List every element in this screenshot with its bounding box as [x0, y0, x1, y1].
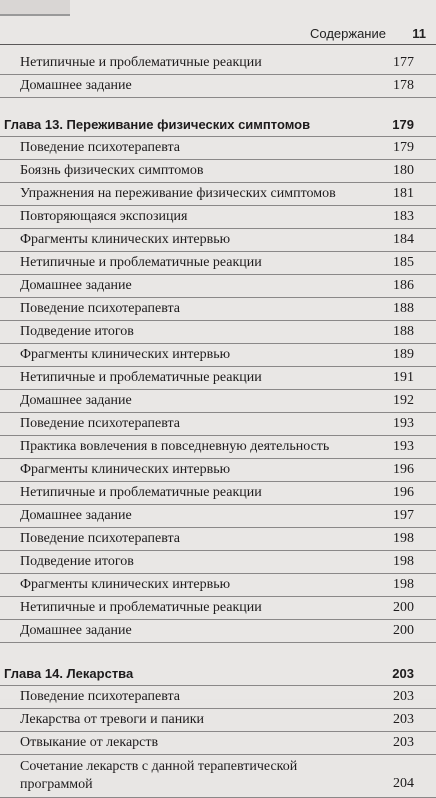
toc-entry: [0, 52, 436, 75]
toc-entry-label: Повторяющаяся экспозиция: [20, 209, 188, 224]
toc-entry-label: Практика вовлечения в повседневную деятельность: [20, 439, 330, 454]
toc-entry-page: 204: [393, 776, 414, 791]
running-header: [310, 26, 426, 44]
toc-entry-label: Поведение психотерапевта: [20, 689, 181, 704]
toc-entry: [0, 505, 436, 528]
toc-entry: [0, 620, 436, 643]
toc-entry: [0, 206, 436, 229]
toc-entry-label: Нетипичные и проблематичные реакции: [20, 485, 262, 500]
table-of-contents: [0, 52, 436, 798]
toc-entry-page: 198: [393, 554, 414, 569]
toc-entry-label: Домашнее задание: [20, 393, 132, 408]
toc-entry: [0, 574, 436, 597]
toc-entry: [0, 367, 436, 390]
toc-entry-label: Нетипичные и проблематичные реакции: [20, 370, 262, 385]
toc-chapter-heading: [0, 663, 436, 686]
toc-entry-label: Нетипичные и проблематичные реакции: [20, 600, 262, 615]
toc-entry-page: 179: [393, 140, 414, 155]
toc-entry-page: 198: [393, 531, 414, 546]
toc-entry-page: 196: [393, 485, 414, 500]
header-title: Содержание: [310, 26, 386, 41]
toc-entry-page: 203: [393, 735, 414, 750]
chapter-page: 203: [392, 666, 414, 681]
toc-entry-page: 200: [393, 600, 414, 615]
toc-entry-label: Отвыкание от лекарств: [20, 735, 159, 750]
toc-entry-page: 192: [393, 393, 414, 408]
toc-entry-label: Нетипичные и проблематичные реакции: [20, 255, 262, 270]
toc-entry: [0, 732, 436, 755]
toc-entry-page: 177: [393, 55, 414, 70]
toc-entry: [0, 597, 436, 620]
toc-entry-label: Домашнее задание: [20, 623, 132, 638]
toc-entry-page: 189: [393, 347, 414, 362]
toc-entry-page: 193: [393, 416, 414, 431]
header-rule: [0, 44, 436, 45]
toc-entry-page: 203: [393, 712, 414, 727]
toc-entry: [0, 482, 436, 505]
toc-entry-page: 203: [393, 689, 414, 704]
toc-entry-label: Фрагменты клинических интервью: [20, 232, 231, 247]
page-corner-tab: [0, 0, 70, 16]
toc-entry: [0, 436, 436, 459]
toc-entry: [0, 390, 436, 413]
toc-entry-page: 198: [393, 577, 414, 592]
toc-entry-label: Сочетание лекарств с данной терапевтической программой: [20, 759, 298, 792]
chapter-14-entries: [0, 686, 436, 798]
toc-entry: [0, 275, 436, 298]
toc-entry-page: 188: [393, 301, 414, 316]
toc-entry-label: Домашнее задание: [20, 508, 132, 523]
toc-chapter-heading: [0, 114, 436, 137]
toc-entry-page: 185: [393, 255, 414, 270]
toc-entry-label: Домашнее задание: [20, 78, 132, 93]
toc-entry-page: 200: [393, 623, 414, 638]
toc-entry: [0, 755, 436, 798]
toc-entry: [0, 413, 436, 436]
toc-entry-label: Подведение итогов: [20, 324, 134, 339]
toc-entry-label: Поведение психотерапевта: [20, 140, 181, 155]
toc-entry: [0, 321, 436, 344]
toc-entry-page: 196: [393, 462, 414, 477]
toc-entry-page: 181: [393, 186, 414, 201]
toc-entry: [0, 229, 436, 252]
toc-entry: [0, 252, 436, 275]
toc-entry-page: 184: [393, 232, 414, 247]
header-page-number: 11: [412, 26, 426, 41]
toc-entry-page: 183: [393, 209, 414, 224]
toc-entry-label: Фрагменты клинических интервью: [20, 462, 231, 477]
chapter-title: Глава 13. Переживание физических симптомов: [4, 117, 311, 132]
toc-entry-page: 180: [393, 163, 414, 178]
toc-entry: [0, 75, 436, 98]
chapter-title: Глава 14. Лекарства: [4, 666, 134, 681]
chapter-13-entries: [0, 137, 436, 643]
chapter-page: 179: [392, 117, 414, 132]
toc-entry-page: 186: [393, 278, 414, 293]
toc-entry-label: Фрагменты клинических интервью: [20, 577, 231, 592]
toc-entry-label: Поведение психотерапевта: [20, 531, 181, 546]
toc-entry: [0, 459, 436, 482]
toc-entry-label: Домашнее задание: [20, 278, 132, 293]
toc-entry: [0, 183, 436, 206]
toc-entry-page: 197: [393, 508, 414, 523]
toc-entry-label: Нетипичные и проблематичные реакции: [20, 55, 262, 70]
toc-entry-page: 191: [393, 370, 414, 385]
toc-entry-label: Боязнь физических симптомов: [20, 163, 204, 178]
toc-entry: [0, 137, 436, 160]
toc-entry-label: Фрагменты клинических интервью: [20, 347, 231, 362]
toc-entry-label: Лекарства от тревоги и паники: [20, 712, 205, 727]
toc-entry: [0, 709, 436, 732]
toc-entry-label: Поведение психотерапевта: [20, 301, 181, 316]
toc-entry-page: 188: [393, 324, 414, 339]
toc-entry: [0, 551, 436, 574]
toc-entry: [0, 160, 436, 183]
toc-entry: [0, 686, 436, 709]
toc-entry-page: 193: [393, 439, 414, 454]
toc-entry-label: Упражнения на переживание физических симптомов: [20, 186, 336, 201]
toc-entry: [0, 344, 436, 367]
toc-entry-page: 178: [393, 78, 414, 93]
toc-entry: [0, 298, 436, 321]
toc-entry-label: Подведение итогов: [20, 554, 134, 569]
toc-entry-label: Поведение психотерапевта: [20, 416, 181, 431]
toc-entry: [0, 528, 436, 551]
